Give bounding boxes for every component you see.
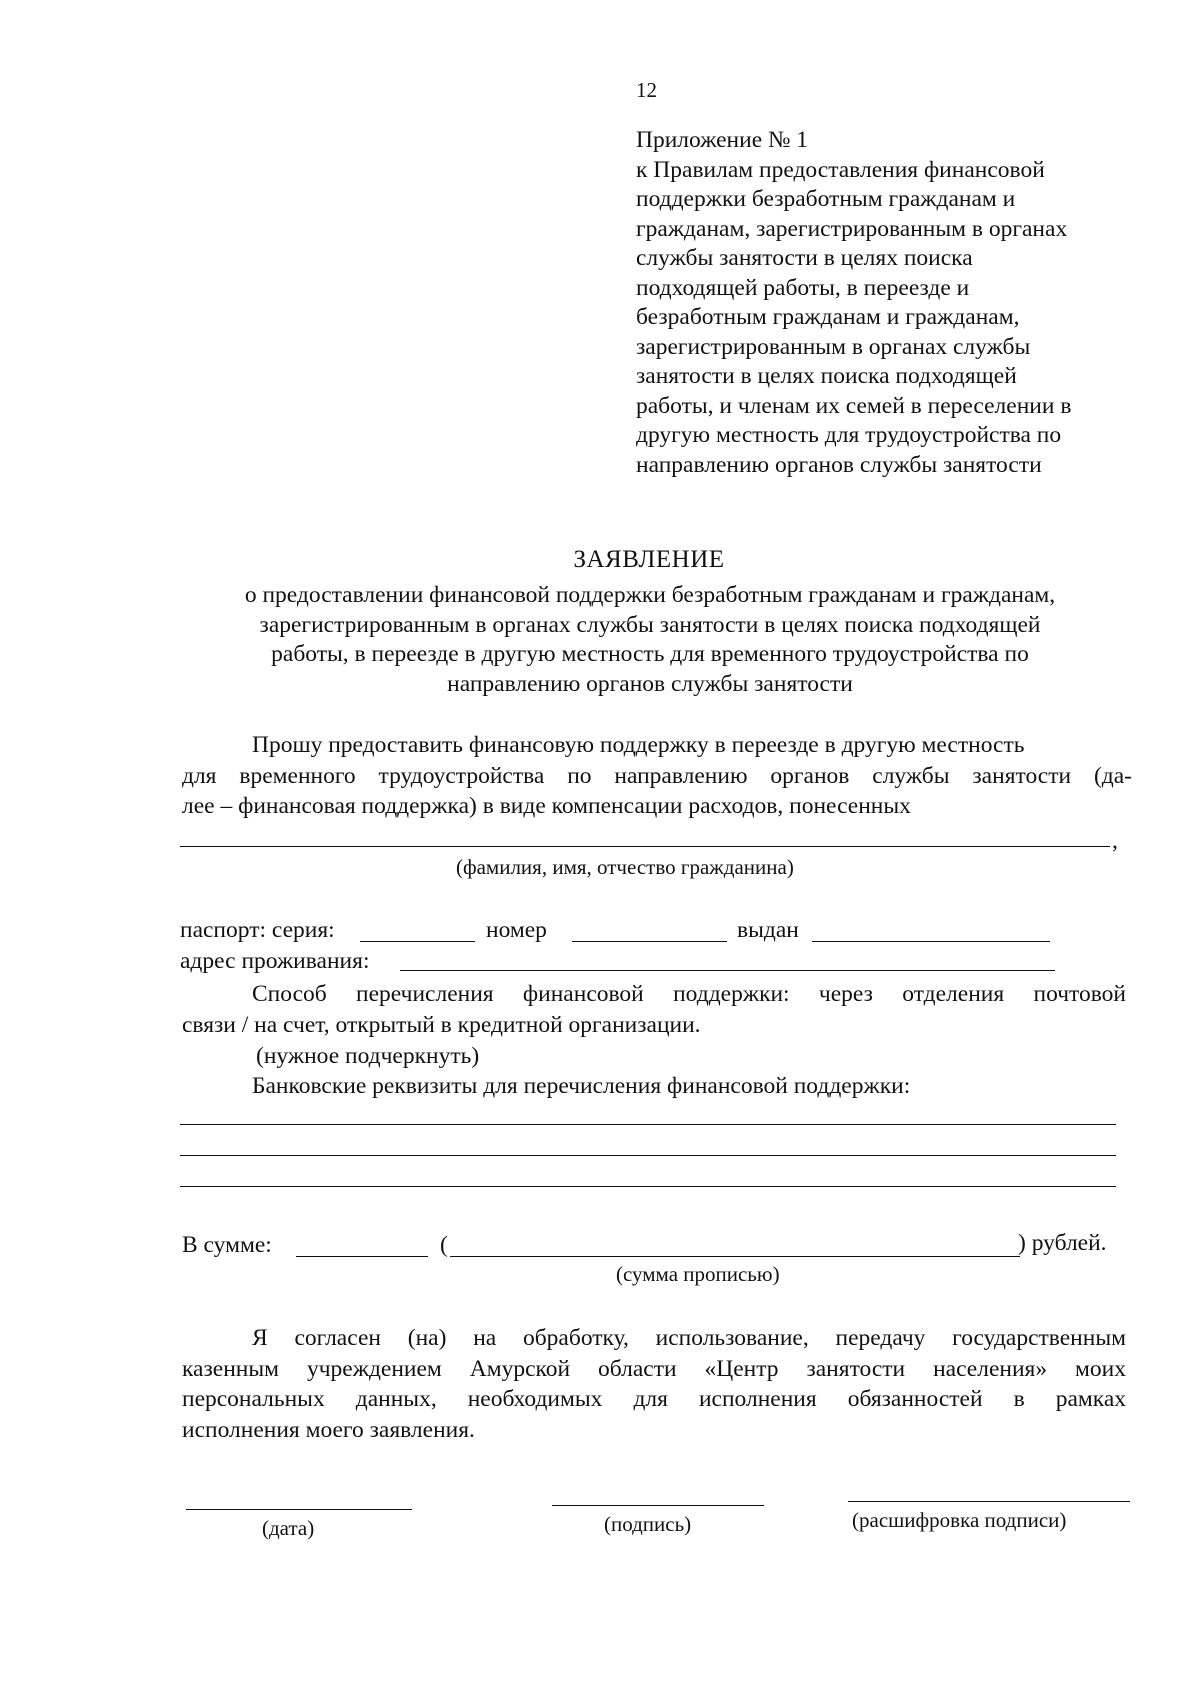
address-field[interactable] [400, 970, 1055, 971]
bank-details-field-2[interactable] [180, 1155, 1116, 1156]
signature-decryption-caption: (расшифровка подписи) [852, 1508, 1067, 1532]
passport-series-label: паспорт: серия: [180, 917, 335, 943]
trailing-comma: , [1112, 828, 1118, 854]
appendix-line: подходящей работы, в переезде и [636, 274, 970, 301]
appendix-line: зарегистрированным в органах службы [636, 333, 1031, 360]
subtitle-line: зарегистрированным в органах службы занятости в целях поиска подходящей [259, 611, 1041, 638]
signature-caption: (подпись) [604, 1512, 692, 1536]
amount-label: В сумме: [182, 1232, 272, 1258]
bank-details-field-3[interactable] [180, 1186, 1116, 1187]
signature-decryption-field[interactable] [848, 1501, 1130, 1502]
appendix-line: поддержки безработным гражданам и [636, 186, 1016, 212]
subtitle-line: о предоставлении финансовой поддержки безработным гражданам и гражданам, [244, 582, 1056, 608]
passport-number-field[interactable] [572, 941, 727, 942]
amount-caption: (сумма прописью) [616, 1262, 780, 1286]
consent-line-1: Я согласен (на) на обработку, использование, передачу государственным [252, 1325, 1126, 1351]
request-line-2: для временного трудоустройства по направлению органов службы занятости (да- [182, 763, 1132, 789]
document-title: ЗАЯВЛЕНИЕ [573, 546, 725, 573]
request-line-3: лее – финансовая поддержка) в виде компенсации расходов, понесенных [182, 793, 911, 819]
appendix-line: безработным гражданам и гражданам, [636, 304, 1020, 330]
address-label: адрес проживания: [180, 948, 370, 974]
passport-series-field[interactable] [360, 941, 475, 942]
appendix-line: другую местность для трудоустройства по [636, 422, 1062, 448]
full-name-caption: (фамилия, имя, отчество гражданина) [456, 855, 794, 879]
date-field[interactable] [186, 1509, 412, 1510]
payment-method-line-1: Способ перечисления финансовой поддержки: через отделения почтовой [252, 981, 1126, 1007]
appendix-line: работы, и членам их семей в переселении в [636, 392, 1072, 419]
date-caption: (дата) [262, 1516, 315, 1540]
appendix-line: занятости в целях поиска подходящей [636, 363, 1017, 389]
appendix-line: направлению органов службы занятости [636, 451, 1042, 478]
document-subtitle [190, 581, 1110, 699]
appendix-line: к Правилам предоставления финансовой [636, 156, 1045, 183]
signature-field[interactable] [552, 1505, 764, 1506]
passport-issued-label: выдан [737, 917, 799, 943]
appendix-line: службы занятости в целях поиска [636, 245, 973, 271]
payment-method-line-2: связи / на счет, открытый в кредитной организации. [182, 1012, 701, 1038]
page-number: 12 [636, 78, 657, 102]
subtitle-line: работы, в переезде в другую местность для временного трудоустройства по [271, 641, 1029, 667]
amount-open-paren: ( [440, 1232, 448, 1258]
passport-issued-field[interactable] [812, 941, 1050, 942]
full-name-field[interactable] [180, 846, 1110, 847]
appendix-line: Приложение № 1 [636, 127, 809, 153]
amount-words-field[interactable] [450, 1256, 1020, 1257]
bank-details-label: Банковские реквизиты для перечисления финансовой поддержки: [252, 1073, 911, 1099]
appendix-line: гражданам, зарегистрированным в органах [636, 215, 1068, 242]
appendix-header [636, 126, 1071, 480]
consent-line-2: казенным учреждением Амурской области «Центр занятости населения» моих [182, 1356, 1126, 1382]
amount-suffix: ) рублей. [1018, 1230, 1107, 1256]
consent-line-4: исполнения моего заявления. [182, 1417, 475, 1443]
bank-details-field-1[interactable] [180, 1124, 1116, 1125]
passport-number-label: номер [486, 917, 547, 943]
underline-note: (нужное подчеркнуть) [256, 1043, 480, 1069]
subtitle-line: направлению органов службы занятости [447, 670, 853, 697]
request-line-1: Прошу предоставить финансовую поддержку в переезде в другую местность [252, 732, 1025, 758]
amount-digits-field[interactable] [296, 1256, 428, 1257]
consent-line-3: персональных данных, необходимых для исполнения обязанностей в рамках [182, 1386, 1126, 1412]
